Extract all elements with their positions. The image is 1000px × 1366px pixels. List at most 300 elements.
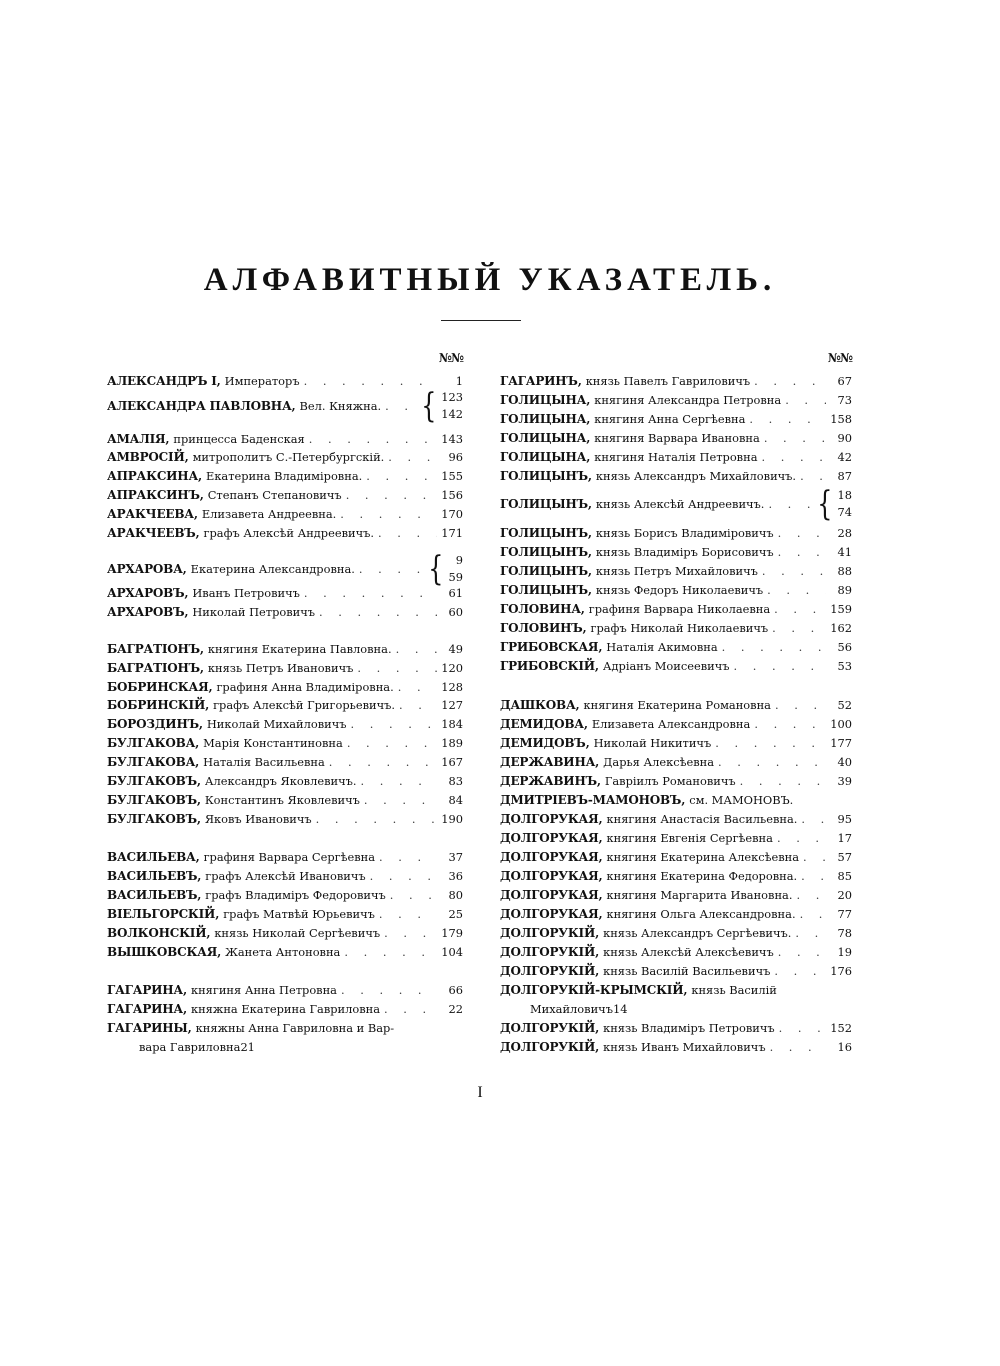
dot-leader	[803, 848, 826, 866]
entry-number: 155	[441, 469, 463, 483]
entry-description: Императоръ	[224, 374, 300, 388]
entry-numbers	[449, 552, 464, 586]
entry-description: княгиня Наталія Петровна	[594, 450, 758, 464]
entry-description: княгиня Александра Петровна	[594, 393, 782, 407]
entry-number: 158	[830, 412, 852, 426]
index-entry	[500, 924, 852, 942]
dot-leader	[801, 867, 826, 885]
entry-description: князь Алексѣй Алексѣевичъ	[603, 945, 774, 959]
entry-number: 87	[837, 469, 852, 483]
dot-leader	[795, 924, 826, 942]
entry-name: ВАСИЛЬЕВА,	[107, 850, 200, 864]
index-entry	[107, 772, 463, 790]
entry-description: Вел. Княжна.	[299, 399, 382, 413]
entry-number: 90	[837, 431, 852, 445]
entry-number: 9	[455, 553, 463, 567]
entry-name: ГОЛИЦЫНА,	[500, 450, 591, 464]
entry-name: ГОЛИЦЫНЪ,	[500, 583, 592, 597]
entry-name: ГОЛИЦЫНЪ,	[500, 497, 592, 511]
entry-description: князь Борисъ Владиміровичъ	[595, 526, 774, 540]
dot-leader	[772, 619, 826, 637]
index-entry	[500, 638, 852, 656]
index-entry	[500, 524, 852, 542]
entry-number: 83	[448, 774, 463, 788]
dot-leader	[801, 810, 826, 828]
index-entry	[500, 829, 852, 847]
entry-number: 167	[441, 755, 463, 769]
entry-name: АЛЕКСАНДРА ПАВЛОВНА,	[107, 399, 296, 413]
entry-number-group	[425, 549, 463, 589]
entry-name: ГОЛОВИНА,	[500, 602, 585, 616]
dot-leader	[370, 867, 437, 885]
dot-leader	[340, 505, 437, 523]
dot-leader	[754, 372, 826, 390]
entry-description: княгиня Екатерина Алексѣевна	[606, 850, 800, 864]
entry-name: БУЛГАКОВЪ,	[107, 793, 201, 807]
entry-name: ГОЛИЦЫНЪ,	[500, 526, 592, 540]
entry-description: княгиня Екатерина Романовна	[583, 698, 771, 712]
entry-number: 16	[837, 1040, 852, 1054]
dot-leader	[800, 905, 826, 923]
entry-description: графъ Матвѣй Юрьевичъ	[223, 907, 375, 921]
dot-leader	[398, 678, 437, 696]
dot-leader	[768, 495, 810, 513]
entry-number: 59	[448, 570, 463, 584]
entry-name: ДЕРЖАВИНА,	[500, 755, 600, 769]
entry-number: 17	[837, 831, 852, 845]
dot-leader	[779, 1019, 826, 1037]
index-entry	[107, 584, 463, 602]
dot-leader	[385, 397, 421, 415]
entry-description: Александръ Яковлевичъ.	[204, 774, 357, 788]
index-entry	[500, 848, 852, 866]
entry-description: графиня Анна Владиміровна.	[216, 680, 394, 694]
entry-number: 80	[448, 888, 463, 902]
entry-name: ДОЛГОРУКІЙ-КРЫМСКІЙ,	[500, 983, 688, 997]
entry-description: Елизавета Александровна	[591, 717, 751, 731]
entry-description: князь Александръ Сергѣевичъ.	[603, 926, 792, 940]
entry-description: графъ Алексѣй Григорьевичъ.	[213, 698, 395, 712]
brace-glyph: {	[817, 484, 833, 524]
entry-number: 42	[837, 450, 852, 464]
dot-leader	[360, 772, 437, 790]
entry-name: ГРИБОВСКАЯ,	[500, 640, 603, 654]
entry-name: ДЕМИДОВЪ,	[500, 736, 590, 750]
entry-name: АПРАКСИНЪ,	[107, 488, 204, 502]
dot-leader	[364, 791, 437, 809]
entry-number: 189	[441, 736, 463, 750]
index-entry	[107, 603, 463, 621]
entry-description: князь Федоръ Николаевичъ	[595, 583, 764, 597]
entry-number: 67	[837, 374, 852, 388]
entry-name: АМВРОСІЙ,	[107, 450, 189, 464]
entry-number: 14	[612, 1002, 628, 1016]
dot-leader	[740, 772, 826, 790]
dot-leader	[390, 886, 437, 904]
entry-number-group	[418, 386, 463, 426]
number-column-mark: №№	[438, 351, 463, 365]
index-entry	[500, 448, 852, 466]
number-column-mark: №№	[827, 351, 852, 365]
index-entry	[500, 467, 852, 485]
entry-number: 128	[441, 680, 463, 694]
index-entry	[107, 924, 463, 942]
entry-description: Николай Михайловичъ	[206, 717, 347, 731]
entry-number: 171	[441, 526, 463, 540]
entry-description: см. МАМОНОВЪ.	[689, 793, 794, 807]
entry-description: графъ Алексѣй Андреевичъ.	[203, 526, 374, 540]
index-entry-continuation	[500, 1000, 852, 1018]
entry-name: ГОЛИЦЫНА,	[500, 412, 591, 426]
entry-number: 78	[837, 926, 852, 940]
entry-name: ГОЛИЦЫНА,	[500, 431, 591, 445]
entry-number: 156	[441, 488, 463, 502]
entry-name: ГАГАРИНА,	[107, 1002, 187, 1016]
entry-number: 74	[837, 505, 852, 519]
dot-leader	[396, 640, 437, 658]
index-entry	[500, 1019, 852, 1037]
index-entry	[107, 696, 463, 714]
dot-leader	[767, 581, 826, 599]
entry-number: 162	[830, 621, 852, 635]
page-title: АЛФАВИТНЫЙ УКАЗАТЕЛЬ.	[203, 262, 777, 298]
entry-name: ВАСИЛЬЕВЪ,	[107, 888, 202, 902]
index-entry	[500, 696, 852, 714]
entry-description: Наталія Акимовна	[606, 640, 718, 654]
dot-leader	[346, 486, 437, 504]
entry-name: ГОЛИЦЫНЪ,	[500, 545, 592, 559]
dot-leader	[384, 924, 437, 942]
entry-name: ГАГАРИНЪ,	[500, 374, 582, 388]
entry-description-continued: Михайловичъ	[530, 1002, 613, 1016]
entry-name: БОБРИНСКІЙ,	[107, 698, 210, 712]
entry-description: князь Петръ Ивановичъ	[207, 661, 354, 675]
entry-name: ДОЛГОРУКАЯ,	[500, 850, 603, 864]
entry-number-group	[814, 484, 852, 524]
entry-number: 100	[830, 717, 852, 731]
index-entry	[107, 867, 463, 885]
entry-number: 120	[441, 661, 463, 675]
index-entry	[107, 848, 463, 866]
entry-number: 25	[448, 907, 463, 921]
index-entry	[500, 372, 852, 390]
index-entry	[107, 791, 463, 809]
entry-name: ГАГАРИНЫ,	[107, 1021, 192, 1035]
dot-leader	[379, 905, 437, 923]
entry-description: митрополитъ С.-Петербургскій.	[192, 450, 385, 464]
entry-number: 104	[441, 945, 463, 959]
dot-leader	[351, 715, 437, 733]
entry-description: Константинъ Яковлевичъ	[204, 793, 360, 807]
entry-name: ДОЛГОРУКАЯ,	[500, 888, 603, 902]
index-entry	[500, 791, 852, 809]
entry-number: 176	[830, 964, 852, 978]
index-entry	[107, 640, 463, 658]
entry-number: 41	[837, 545, 852, 559]
entry-number: 1	[455, 374, 463, 388]
entry-description: князь Василій	[691, 983, 777, 997]
dot-leader	[796, 886, 826, 904]
dot-leader	[778, 943, 826, 961]
index-entry	[500, 734, 852, 752]
entry-description: Екатерина Владиміровна.	[206, 469, 363, 483]
entry-description: принцесса Баденская	[173, 432, 305, 446]
entry-number: 18	[837, 488, 852, 502]
entry-description: княгиня Анастасія Васильевна.	[606, 812, 798, 826]
entry-number: 152	[830, 1021, 852, 1035]
index-entry-continuation	[107, 1038, 463, 1056]
index-entry	[107, 659, 463, 677]
brace-glyph: {	[428, 549, 444, 589]
index-entry	[500, 905, 852, 923]
dot-leader	[309, 430, 437, 448]
index-entry	[107, 524, 463, 542]
entry-number: 60	[448, 605, 463, 619]
index-entry	[500, 619, 852, 637]
index-entry	[107, 734, 463, 752]
index-entry	[107, 678, 463, 696]
entry-name: ГОЛИЦЫНЪ,	[500, 469, 592, 483]
entry-description: графъ Владиміръ Федоровичъ	[205, 888, 386, 902]
dot-leader	[800, 467, 826, 485]
index-entry	[107, 753, 463, 771]
entry-description: князь Василій Васильевичъ	[603, 964, 771, 978]
dot-leader	[304, 372, 437, 390]
index-entry	[500, 1038, 852, 1056]
entry-description: князь Николай Сергѣевичъ	[214, 926, 381, 940]
entry-description: Николай Петровичъ	[192, 605, 316, 619]
entry-description: Елизавета Андреевна.	[201, 507, 337, 521]
entry-name: БУЛГАКОВЪ,	[107, 812, 201, 826]
entry-name: ДМИТРІЕВЪ-МАМОНОВЪ,	[500, 793, 686, 807]
entry-description: графиня Варвара Сергѣевна	[203, 850, 376, 864]
entry-description: княгиня Евгенія Сергѣевна	[606, 831, 773, 845]
dot-leader	[347, 734, 437, 752]
index-entry	[107, 467, 463, 485]
entry-number: 89	[837, 583, 852, 597]
dot-leader	[774, 962, 826, 980]
index-entry	[107, 1019, 463, 1037]
entry-number: 21	[240, 1040, 255, 1054]
entry-number: 143	[441, 432, 463, 446]
entry-name: АРАКЧЕЕВА,	[107, 507, 198, 521]
index-entry	[107, 810, 463, 828]
index-entry	[500, 543, 852, 561]
dot-leader	[749, 410, 826, 428]
brace-glyph: {	[420, 386, 437, 426]
entry-description: князь Петръ Михайловичъ	[595, 564, 758, 578]
entry-name: БАГРАТІОНЪ,	[107, 642, 204, 656]
entry-description: князь Иванъ Михайловичъ	[603, 1040, 766, 1054]
entry-number: 123	[441, 390, 463, 404]
entry-number: 52	[837, 698, 852, 712]
entry-name: АЛЕКСАНДРЪ I,	[107, 374, 221, 388]
dot-leader	[329, 753, 437, 771]
entry-name: ДЕРЖАВИНЪ,	[500, 774, 601, 788]
entry-number: 37	[448, 850, 463, 864]
entry-name: ДОЛГОРУКІЙ,	[500, 1021, 600, 1035]
index-entry	[500, 867, 852, 885]
index-entry	[500, 410, 852, 428]
entry-name: ДОЛГОРУКАЯ,	[500, 812, 603, 826]
entry-description-continued: вара Гавриловна	[139, 1040, 241, 1054]
entry-description: Дарья Алексѣевна	[603, 755, 714, 769]
entry-description: княгиня Екатерина Федоровна.	[606, 869, 798, 883]
entry-description: княжна Екатерина Гавриловна	[190, 1002, 381, 1016]
index-entry	[500, 810, 852, 828]
dot-leader	[378, 524, 437, 542]
dot-leader	[774, 600, 826, 618]
entry-number: 127	[441, 698, 463, 712]
entry-number: 19	[837, 945, 852, 959]
dot-leader	[304, 584, 437, 602]
entry-description: князь Алексѣй Андреевичъ.	[595, 497, 765, 511]
entry-name: АРХАРОВЪ,	[107, 586, 189, 600]
index-entry	[107, 943, 463, 961]
entry-number: 159	[830, 602, 852, 616]
index-entry	[500, 581, 852, 599]
dot-leader	[366, 467, 437, 485]
index-entry	[107, 448, 463, 466]
entry-name: ДОЛГОРУКІЙ,	[500, 945, 600, 959]
entry-name: БУЛГАКОВА,	[107, 755, 200, 769]
entry-name: ГОЛОВИНЪ,	[500, 621, 587, 635]
index-entry	[107, 715, 463, 733]
index-entry	[107, 560, 425, 578]
entry-description: Гавріилъ Романовичъ	[604, 774, 736, 788]
entry-name: ДОЛГОРУКАЯ,	[500, 869, 603, 883]
entry-name: АРХАРОВЪ,	[107, 605, 189, 619]
entry-numbers	[441, 389, 463, 423]
entry-number: 85	[837, 869, 852, 883]
index-entry	[107, 1000, 463, 1018]
entry-description: князь Павелъ Гавриловичъ	[585, 374, 751, 388]
index-entry	[500, 943, 852, 961]
entry-description: князь Владиміръ Петровичъ	[603, 1021, 775, 1035]
index-entry	[107, 981, 463, 999]
dot-leader	[762, 562, 826, 580]
dot-leader	[777, 829, 826, 847]
dot-leader	[341, 981, 437, 999]
page-number: I	[477, 1084, 483, 1101]
entry-name: ДОЛГОРУКІЙ,	[500, 964, 600, 978]
entry-name: БУЛГАКОВЪ,	[107, 774, 201, 788]
entry-description: княгиня Варвара Ивановна	[594, 431, 760, 445]
entry-name: ДОЛГОРУКАЯ,	[500, 907, 603, 921]
index-entry	[500, 772, 852, 790]
entry-description: Николай Никитичъ	[593, 736, 712, 750]
dot-leader	[388, 448, 437, 466]
index-entry	[107, 505, 463, 523]
index-entry	[500, 600, 852, 618]
entry-number: 190	[441, 812, 463, 826]
entry-name: ДОЛГОРУКІЙ,	[500, 1040, 600, 1054]
dot-leader	[764, 429, 826, 447]
entry-number: 36	[448, 869, 463, 883]
entry-number: 20	[837, 888, 852, 902]
entry-name: ГОЛИЦЫНЪ,	[500, 564, 592, 578]
entry-name: ВІЕЛЬГОРСКІЙ,	[107, 907, 220, 921]
entry-name: ГОЛИЦЫНА,	[500, 393, 591, 407]
dot-leader	[718, 753, 826, 771]
entry-number: 84	[448, 793, 463, 807]
entry-description: Марія Константиновна	[203, 736, 343, 750]
entry-name: ВАСИЛЬЕВЪ,	[107, 869, 202, 883]
entry-description: Адріанъ Моисеевичъ	[602, 659, 730, 673]
dot-leader	[384, 1000, 437, 1018]
entry-number: 142	[441, 407, 463, 421]
entry-description: графиня Варвара Николаевна	[588, 602, 771, 616]
entry-name: БУЛГАКОВА,	[107, 736, 200, 750]
index-entry	[500, 391, 852, 409]
entry-number: 177	[830, 736, 852, 750]
entry-name: ГРИБОВСКІЙ,	[500, 659, 599, 673]
dot-leader	[734, 657, 827, 675]
entry-number: 28	[837, 526, 852, 540]
entry-number: 96	[448, 450, 463, 464]
entry-name: АРХАРОВА,	[107, 562, 187, 576]
entry-name: ДОЛГОРУКІЙ,	[500, 926, 600, 940]
entry-name: ДОЛГОРУКАЯ,	[500, 831, 603, 845]
dot-leader	[778, 524, 826, 542]
entry-numbers	[838, 487, 853, 521]
entry-name: АПРАКСИНА,	[107, 469, 202, 483]
entry-name: ДАШКОВА,	[500, 698, 580, 712]
index-entry	[500, 562, 852, 580]
index-entry	[500, 715, 852, 733]
entry-description: Жанета Антоновна	[225, 945, 341, 959]
entry-name: АМАЛІЯ,	[107, 432, 170, 446]
entry-number: 57	[837, 850, 852, 864]
index-entry	[500, 429, 852, 447]
entry-description: княгиня Маргарита Ивановна.	[606, 888, 793, 902]
entry-name: АРАКЧЕЕВЪ,	[107, 526, 200, 540]
entry-number: 95	[837, 812, 852, 826]
dot-leader	[785, 391, 826, 409]
dot-leader	[379, 848, 437, 866]
index-entry	[500, 753, 852, 771]
dot-leader	[715, 734, 826, 752]
dot-leader	[775, 696, 826, 714]
entry-number: 184	[441, 717, 463, 731]
entry-description: княгиня Ольга Александровна.	[606, 907, 796, 921]
dot-leader	[722, 638, 826, 656]
entry-description: княгиня Анна Сергѣевна	[594, 412, 746, 426]
entry-description: князь Александръ Михайловичъ.	[595, 469, 797, 483]
entry-description: Наталія Васильевна	[203, 755, 325, 769]
entry-name: БАГРАТІОНЪ,	[107, 661, 204, 675]
dot-leader	[770, 1038, 826, 1056]
entry-name: ВЫШКОВСКАЯ,	[107, 945, 222, 959]
index-entry	[107, 372, 463, 390]
entry-name: ГАГАРИНА,	[107, 983, 187, 997]
entry-number: 77	[837, 907, 852, 921]
dot-leader	[778, 543, 826, 561]
index-entry	[500, 657, 852, 675]
entry-number: 179	[441, 926, 463, 940]
entry-number: 66	[448, 983, 463, 997]
dot-leader	[761, 448, 826, 466]
index-entry	[107, 905, 463, 923]
dot-leader	[316, 810, 437, 828]
dot-leader	[754, 715, 826, 733]
entry-name: ВОЛКОНСКІЙ,	[107, 926, 211, 940]
entry-number: 53	[837, 659, 852, 673]
entry-description: княжны Анна Гавриловна и Вар-	[195, 1021, 395, 1035]
title-rule	[441, 320, 521, 321]
entry-number: 40	[837, 755, 852, 769]
dot-leader	[357, 659, 437, 677]
